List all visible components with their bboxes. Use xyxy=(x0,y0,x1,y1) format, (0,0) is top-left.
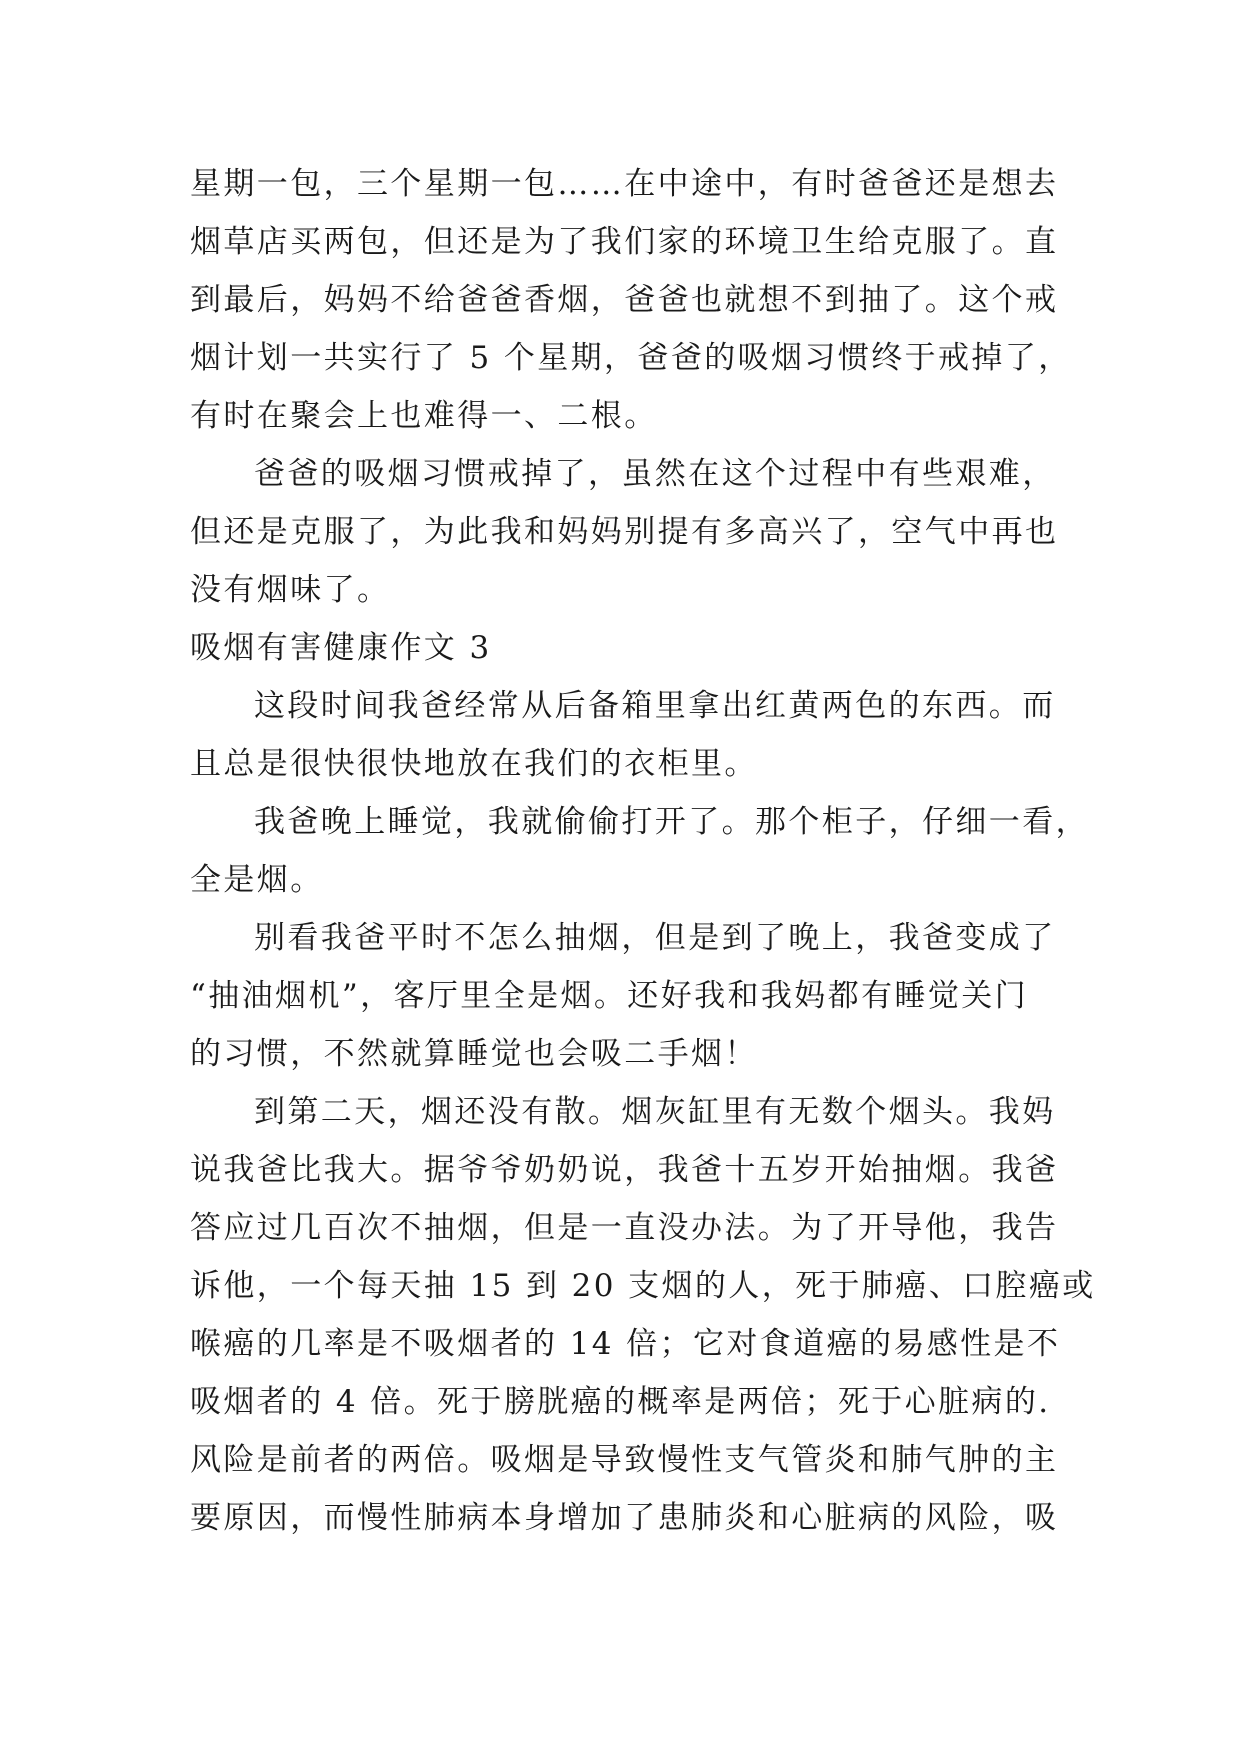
text-line: 星期一包，三个星期一包……在中途中，有时爸爸还是想去 xyxy=(190,166,1059,202)
essay-body xyxy=(190,155,1096,1547)
text-line: 要原因，而慢性肺病本身增加了患肺炎和心脏病的风险，吸 xyxy=(190,1500,1059,1536)
text-line: 说我爸比我大。据爷爷奶奶说，我爸十五岁开始抽烟。我爸 xyxy=(190,1152,1059,1188)
paragraph-first-line: 别看我爸平时不怎么抽烟，但是到了晚上，我爸变成了 xyxy=(254,920,1056,956)
text-line: 喉癌的几率是不吸烟者的 14 倍；它对食道癌的易感性是不 xyxy=(190,1326,1061,1362)
text-line: 有时在聚会上也难得一、二根。 xyxy=(190,398,658,434)
text-line: 烟草店买两包，但还是为了我们家的环境卫生给克服了。直 xyxy=(190,224,1059,260)
paragraph-first-line: 我爸晚上睡觉，我就偷偷打开了。那个柜子，仔细一看， xyxy=(254,804,1089,840)
text-line: 诉他，一个每天抽 15 到 20 支烟的人，死于肺癌、口腔癌或 xyxy=(190,1268,1096,1304)
text-line: “抽油烟机”，客厅里全是烟。还好我和我妈都有睡觉关门 xyxy=(190,978,1029,1014)
text-line: 吸烟者的 4 倍。死于膀胱癌的概率是两倍；死于心脏病的. xyxy=(190,1384,1051,1420)
text-line: 烟计划一共实行了 5 个星期，爸爸的吸烟习惯终于戒掉了， xyxy=(190,340,1072,376)
text-line: 没有烟味了。 xyxy=(190,572,391,608)
text-line: 答应过几百次不抽烟，但是一直没办法。为了开导他，我告 xyxy=(190,1210,1059,1246)
paragraph-first-line: 爸爸的吸烟习惯戒掉了，虽然在这个过程中有些艰难， xyxy=(254,456,1056,492)
text-line: 且总是很快很快地放在我们的衣柜里。 xyxy=(190,746,758,782)
text-line: 但还是克服了，为此我和妈妈别提有多高兴了，空气中再也 xyxy=(190,514,1059,550)
paragraph-first-line: 这段时间我爸经常从后备箱里拿出红黄两色的东西。而 xyxy=(254,688,1056,724)
text-line: 的习惯，不然就算睡觉也会吸二手烟！ xyxy=(190,1036,758,1072)
text-line: 全是烟。 xyxy=(190,862,324,898)
text-line: 到最后，妈妈不给爸爸香烟，爸爸也就想不到抽了。这个戒 xyxy=(190,282,1059,318)
paragraph-first-line: 到第二天，烟还没有散。烟灰缸里有无数个烟头。我妈 xyxy=(254,1094,1056,1130)
text-line: 风险是前者的两倍。吸烟是导致慢性支气管炎和肺气肿的主 xyxy=(190,1442,1059,1478)
section-heading: 吸烟有害健康作文 3 xyxy=(190,630,492,666)
